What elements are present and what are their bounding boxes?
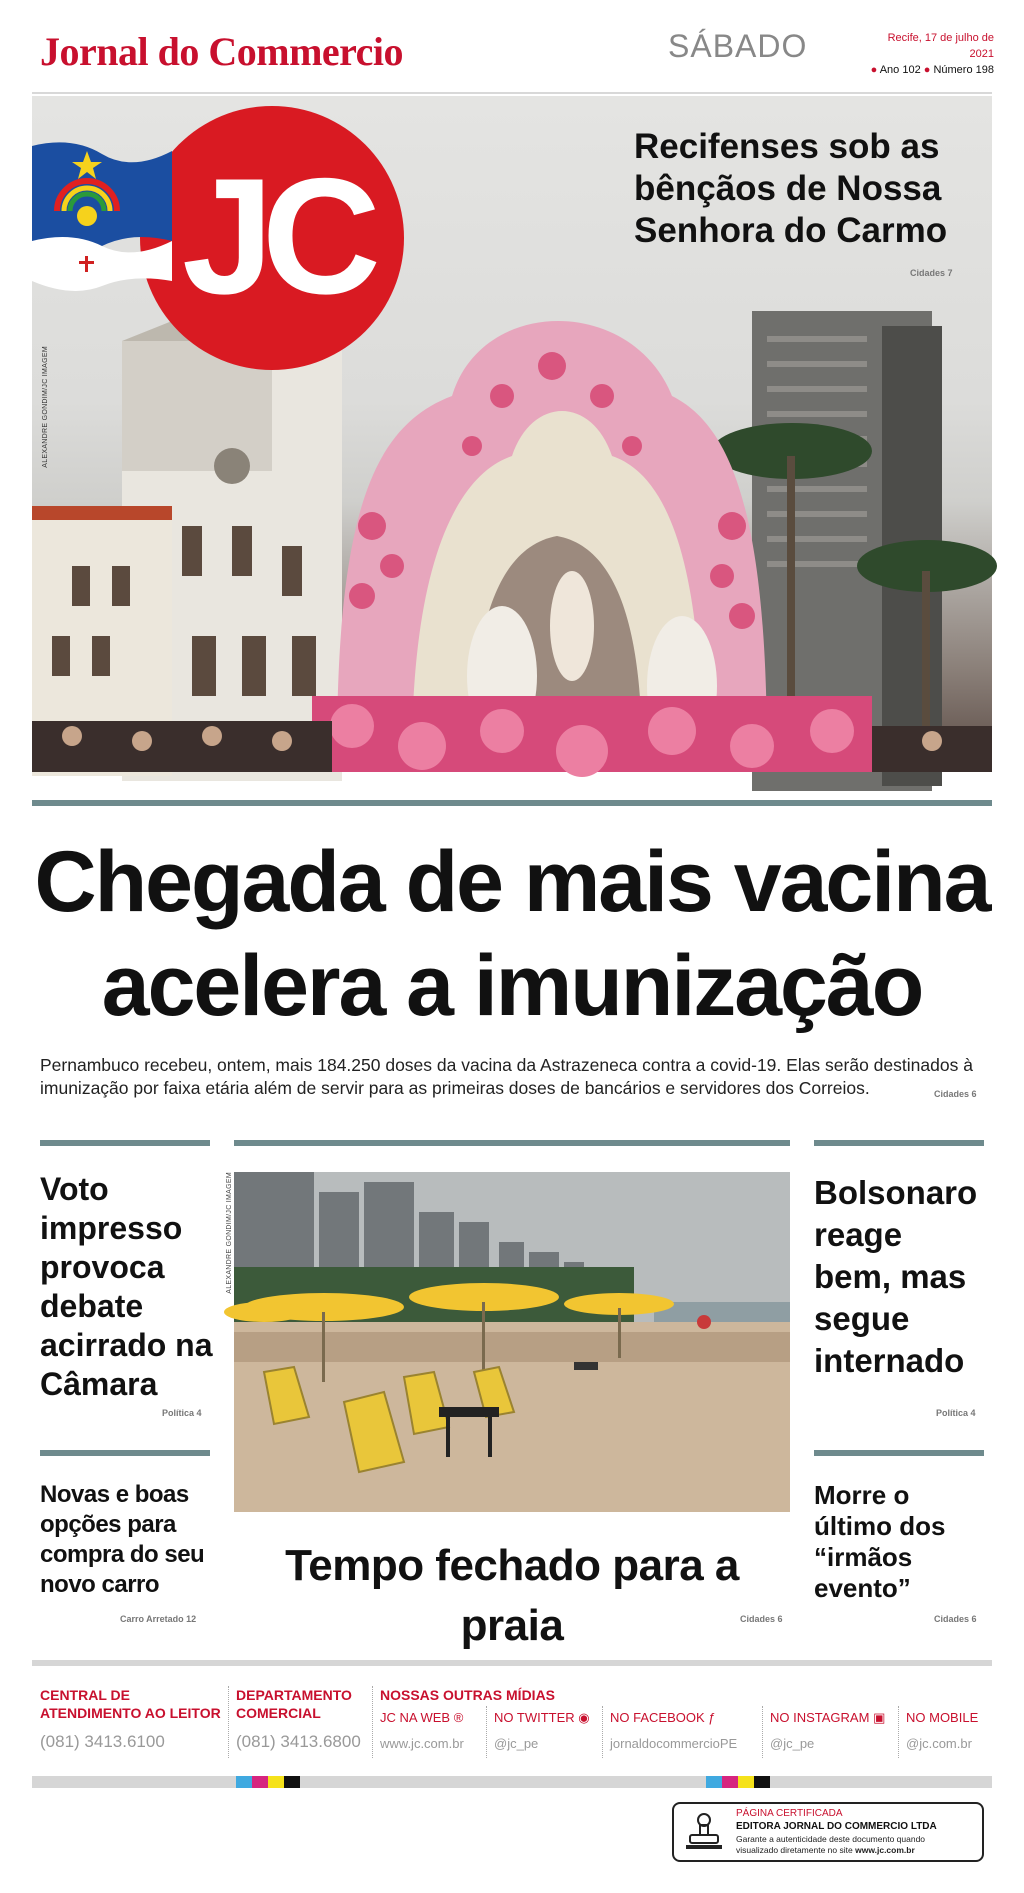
hero-headline-line: Recifenses sob as (634, 127, 940, 166)
headline-line: Bolsonaro (814, 1174, 978, 1211)
jc-logo: JC (182, 144, 369, 328)
footer-divider (602, 1706, 604, 1758)
headline-line: provoca (40, 1249, 165, 1285)
hero-headline-line: bênçãos de Nossa (634, 169, 942, 208)
top-divider (32, 92, 992, 94)
central-label-line: ATENDIMENTO AO LEITOR (40, 1705, 221, 1721)
hero-photo-credit: ALEXANDRE GONDIM/JC IMAGEM (42, 346, 49, 468)
left-col-rule-2 (40, 1450, 210, 1456)
instagram-label-text: NO INSTAGRAM (770, 1710, 870, 1725)
headline-line: reage (814, 1216, 903, 1253)
footer-divider (486, 1706, 488, 1758)
web-link[interactable]: www.jc.com.br (380, 1736, 464, 1751)
facebook-label-text: NO FACEBOOK (610, 1710, 705, 1725)
footer-divider (372, 1686, 374, 1758)
headline-line: Morre o (814, 1480, 910, 1510)
headline-line: segue (814, 1300, 910, 1337)
facebook-label (610, 1710, 716, 1725)
main-story-rule (32, 800, 992, 806)
right-story-1-section: Política 4 (936, 1408, 976, 1418)
instagram-label (770, 1710, 885, 1726)
headline-line: acirrado na (40, 1327, 213, 1363)
left-story-1-headline (40, 1170, 213, 1404)
facebook-link[interactable]: jornaldocommercioPE (610, 1736, 738, 1751)
right-story-1-headline (814, 1172, 977, 1382)
left-col-rule (40, 1140, 210, 1146)
headline-line: Novas e boas (40, 1481, 189, 1508)
pernambuco-flag-icon (32, 142, 172, 291)
footer-bottom-bar (32, 1776, 992, 1788)
color-registration-bar (706, 1776, 770, 1788)
beach-illustration (234, 1172, 790, 1512)
headline-line: impresso (40, 1210, 183, 1246)
facebook-icon: ƒ (708, 1710, 716, 1725)
left-story-2-section: Carro Arretado 12 (120, 1614, 197, 1624)
right-story-2-section: Cidades 6 (934, 1614, 977, 1624)
headline-line: novo carro (40, 1571, 160, 1598)
hero-section-tag: Cidades 7 (910, 268, 953, 278)
headline-line: Câmara (40, 1366, 158, 1402)
weekday: SÁBADO (668, 28, 808, 64)
mobile-link[interactable]: @jc.com.br (906, 1736, 972, 1751)
date-text: Recife, 17 de julho de 2021 (887, 32, 994, 60)
central-label-line: CENTRAL DE (40, 1687, 130, 1703)
beach-photo (226, 1172, 790, 1512)
number-text: Número 198 (933, 64, 994, 76)
twitter-label-text: NO TWITTER (494, 1710, 575, 1725)
cert-line-1: Garante a autenticidade deste documento quando (736, 1834, 926, 1844)
central-phone: (081) 3413.6100 (40, 1732, 165, 1751)
left-story-1-section: Política 4 (162, 1408, 202, 1418)
dept-label (236, 1686, 352, 1722)
headline-line: internado (814, 1342, 965, 1379)
dept-phone: (081) 3413.6800 (236, 1732, 361, 1751)
web-label (380, 1710, 463, 1725)
instagram-link[interactable]: @jc_pe (770, 1736, 815, 1751)
right-col-rule-2 (814, 1450, 984, 1456)
main-headline-line: acelera a imunização (101, 938, 923, 1034)
left-story-2-headline (40, 1480, 204, 1600)
beach-photo-credit: ALEXANDRE GONDIM/JC IMAGEM (226, 1172, 233, 1294)
hero-headline (634, 126, 994, 252)
central-label (40, 1686, 221, 1722)
headline-line: bem, mas (814, 1258, 967, 1295)
footer-divider (898, 1706, 900, 1758)
color-registration-bar (236, 1776, 300, 1788)
headline-line: opções para (40, 1511, 176, 1538)
headline-line: Voto (40, 1171, 109, 1207)
center-section: Cidades 6 (740, 1614, 783, 1624)
footer-divider (762, 1706, 764, 1758)
main-lead-line: imunização por faixa etária além de servir para as primeiras doses de bancários e servidores dos Correios. (40, 1078, 870, 1098)
cert-company: EDITORA JORNAL DO COMMERCIO LTDA (736, 1821, 937, 1832)
issue-info: ● Ano 102 ● Número 198 (870, 64, 994, 76)
headline-line: “irmãos (814, 1542, 913, 1572)
twitter-link[interactable]: @jc_pe (494, 1736, 539, 1751)
center-rule (234, 1140, 790, 1146)
media-label: NOSSAS OUTRAS MÍDIAS (380, 1687, 556, 1703)
mobile-label: NO MOBILE (906, 1710, 979, 1725)
cert-line-2 (736, 1845, 915, 1855)
dept-label-line: DEPARTAMENTO (236, 1687, 352, 1703)
dateline (864, 30, 994, 78)
center-headline: Tempo fechado para a praia (285, 1541, 739, 1650)
headline-line: debate (40, 1288, 144, 1324)
hero-headline-line: Senhora do Carmo (634, 211, 948, 250)
main-headline (32, 830, 992, 1038)
right-story-2-headline (814, 1480, 945, 1604)
web-icon: ® (453, 1710, 464, 1725)
footer-divider (228, 1686, 230, 1758)
headline-line: compra do seu (40, 1541, 205, 1568)
dept-label-line: COMERCIAL (236, 1705, 321, 1721)
main-section-tag: Cidades 6 (934, 1089, 977, 1099)
cert-site-link[interactable]: www.jc.com.br (855, 1845, 915, 1855)
headline-line: último dos (814, 1511, 946, 1541)
cert-line-2-text: visualizado diretamente no site (736, 1845, 853, 1855)
main-lead (40, 1054, 984, 1100)
headline-line: evento” (814, 1573, 911, 1603)
web-label-text: JC NA WEB (380, 1710, 451, 1725)
twitter-label (494, 1710, 590, 1726)
certified-page-badge (672, 1802, 984, 1862)
masthead-title: Jornal do Commercio (40, 29, 404, 74)
stamp-icon (682, 1810, 726, 1854)
main-headline-line: Chegada de mais vacina (34, 834, 990, 930)
twitter-icon: ◉ (578, 1710, 590, 1725)
main-lead-line: Pernambuco recebeu, ontem, mais 184.250 doses da vacina da Astrazeneca contra a covid-19. Elas serão destinados à (40, 1055, 973, 1075)
cert-label: PÁGINA CERTIFICADA (736, 1808, 843, 1819)
year-text: Ano 102 (879, 64, 921, 76)
right-col-rule (814, 1140, 984, 1146)
instagram-icon: ▣ (873, 1710, 886, 1725)
footer-top-bar (32, 1660, 992, 1666)
